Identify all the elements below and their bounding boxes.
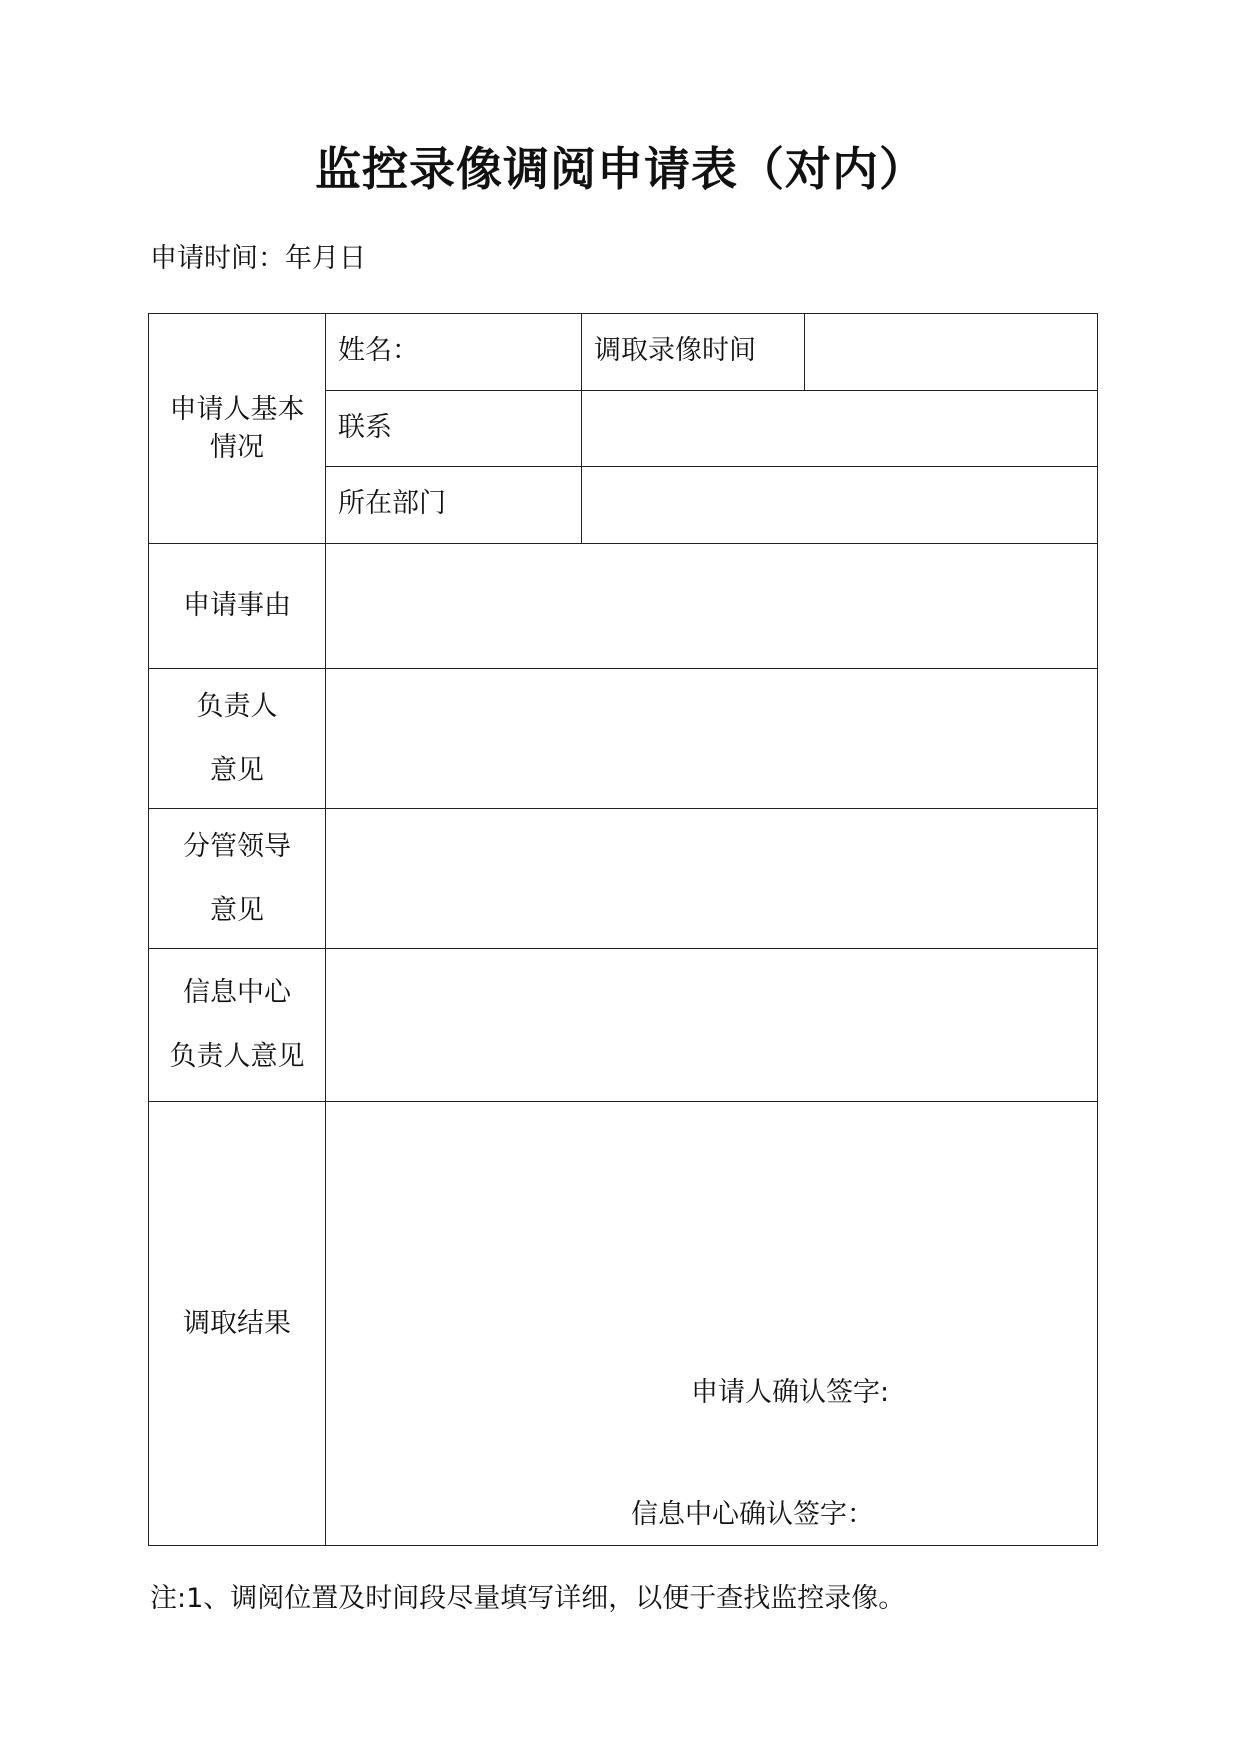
retrieve-time-label-cell: [582, 314, 805, 391]
info-center-opinion-field[interactable]: [326, 949, 1098, 1102]
retrieve-time-label: 调取录像时间: [594, 335, 756, 366]
applicant-sign-label: 申请人确认签字:: [691, 1377, 890, 1408]
department-label-cell: [326, 467, 582, 544]
info-center-opinion-label: 信息中心 负责人意见: [149, 949, 326, 1102]
responsible-opinion-label: 负责人 意见: [149, 669, 326, 809]
contact-label: 联系: [338, 412, 392, 443]
contact-field[interactable]: [582, 391, 1098, 467]
department-field[interactable]: [582, 467, 1098, 544]
leader-opinion-field[interactable]: [326, 809, 1098, 949]
application-form-table: [148, 313, 1098, 1546]
info-center-sign-label: 信息中心确认签字：: [631, 1499, 874, 1530]
name-label-cell: [326, 314, 582, 391]
reason-field[interactable]: [326, 544, 1098, 669]
result-label: 调取结果: [149, 1102, 326, 1546]
department-label: 所在部门: [338, 488, 446, 519]
applicant-info-label: 申请人基本情况: [149, 314, 326, 544]
contact-label-cell: [326, 391, 582, 467]
responsible-opinion-field[interactable]: [326, 669, 1098, 809]
page-title: 监控录像调阅申请表（对内）: [315, 142, 926, 196]
name-label: 姓名：: [338, 335, 419, 366]
result-field[interactable]: [326, 1102, 1098, 1546]
reason-label: 申请事由: [149, 544, 326, 669]
leader-opinion-label: 分管领导 意见: [149, 809, 326, 949]
apply-time-label: 申请时间：年月日: [150, 243, 366, 274]
retrieve-time-field[interactable]: [805, 314, 1098, 391]
footnote: 注:1、调阅位置及时间段尽量填写详细，以便于查找监控录像。: [150, 1583, 906, 1614]
